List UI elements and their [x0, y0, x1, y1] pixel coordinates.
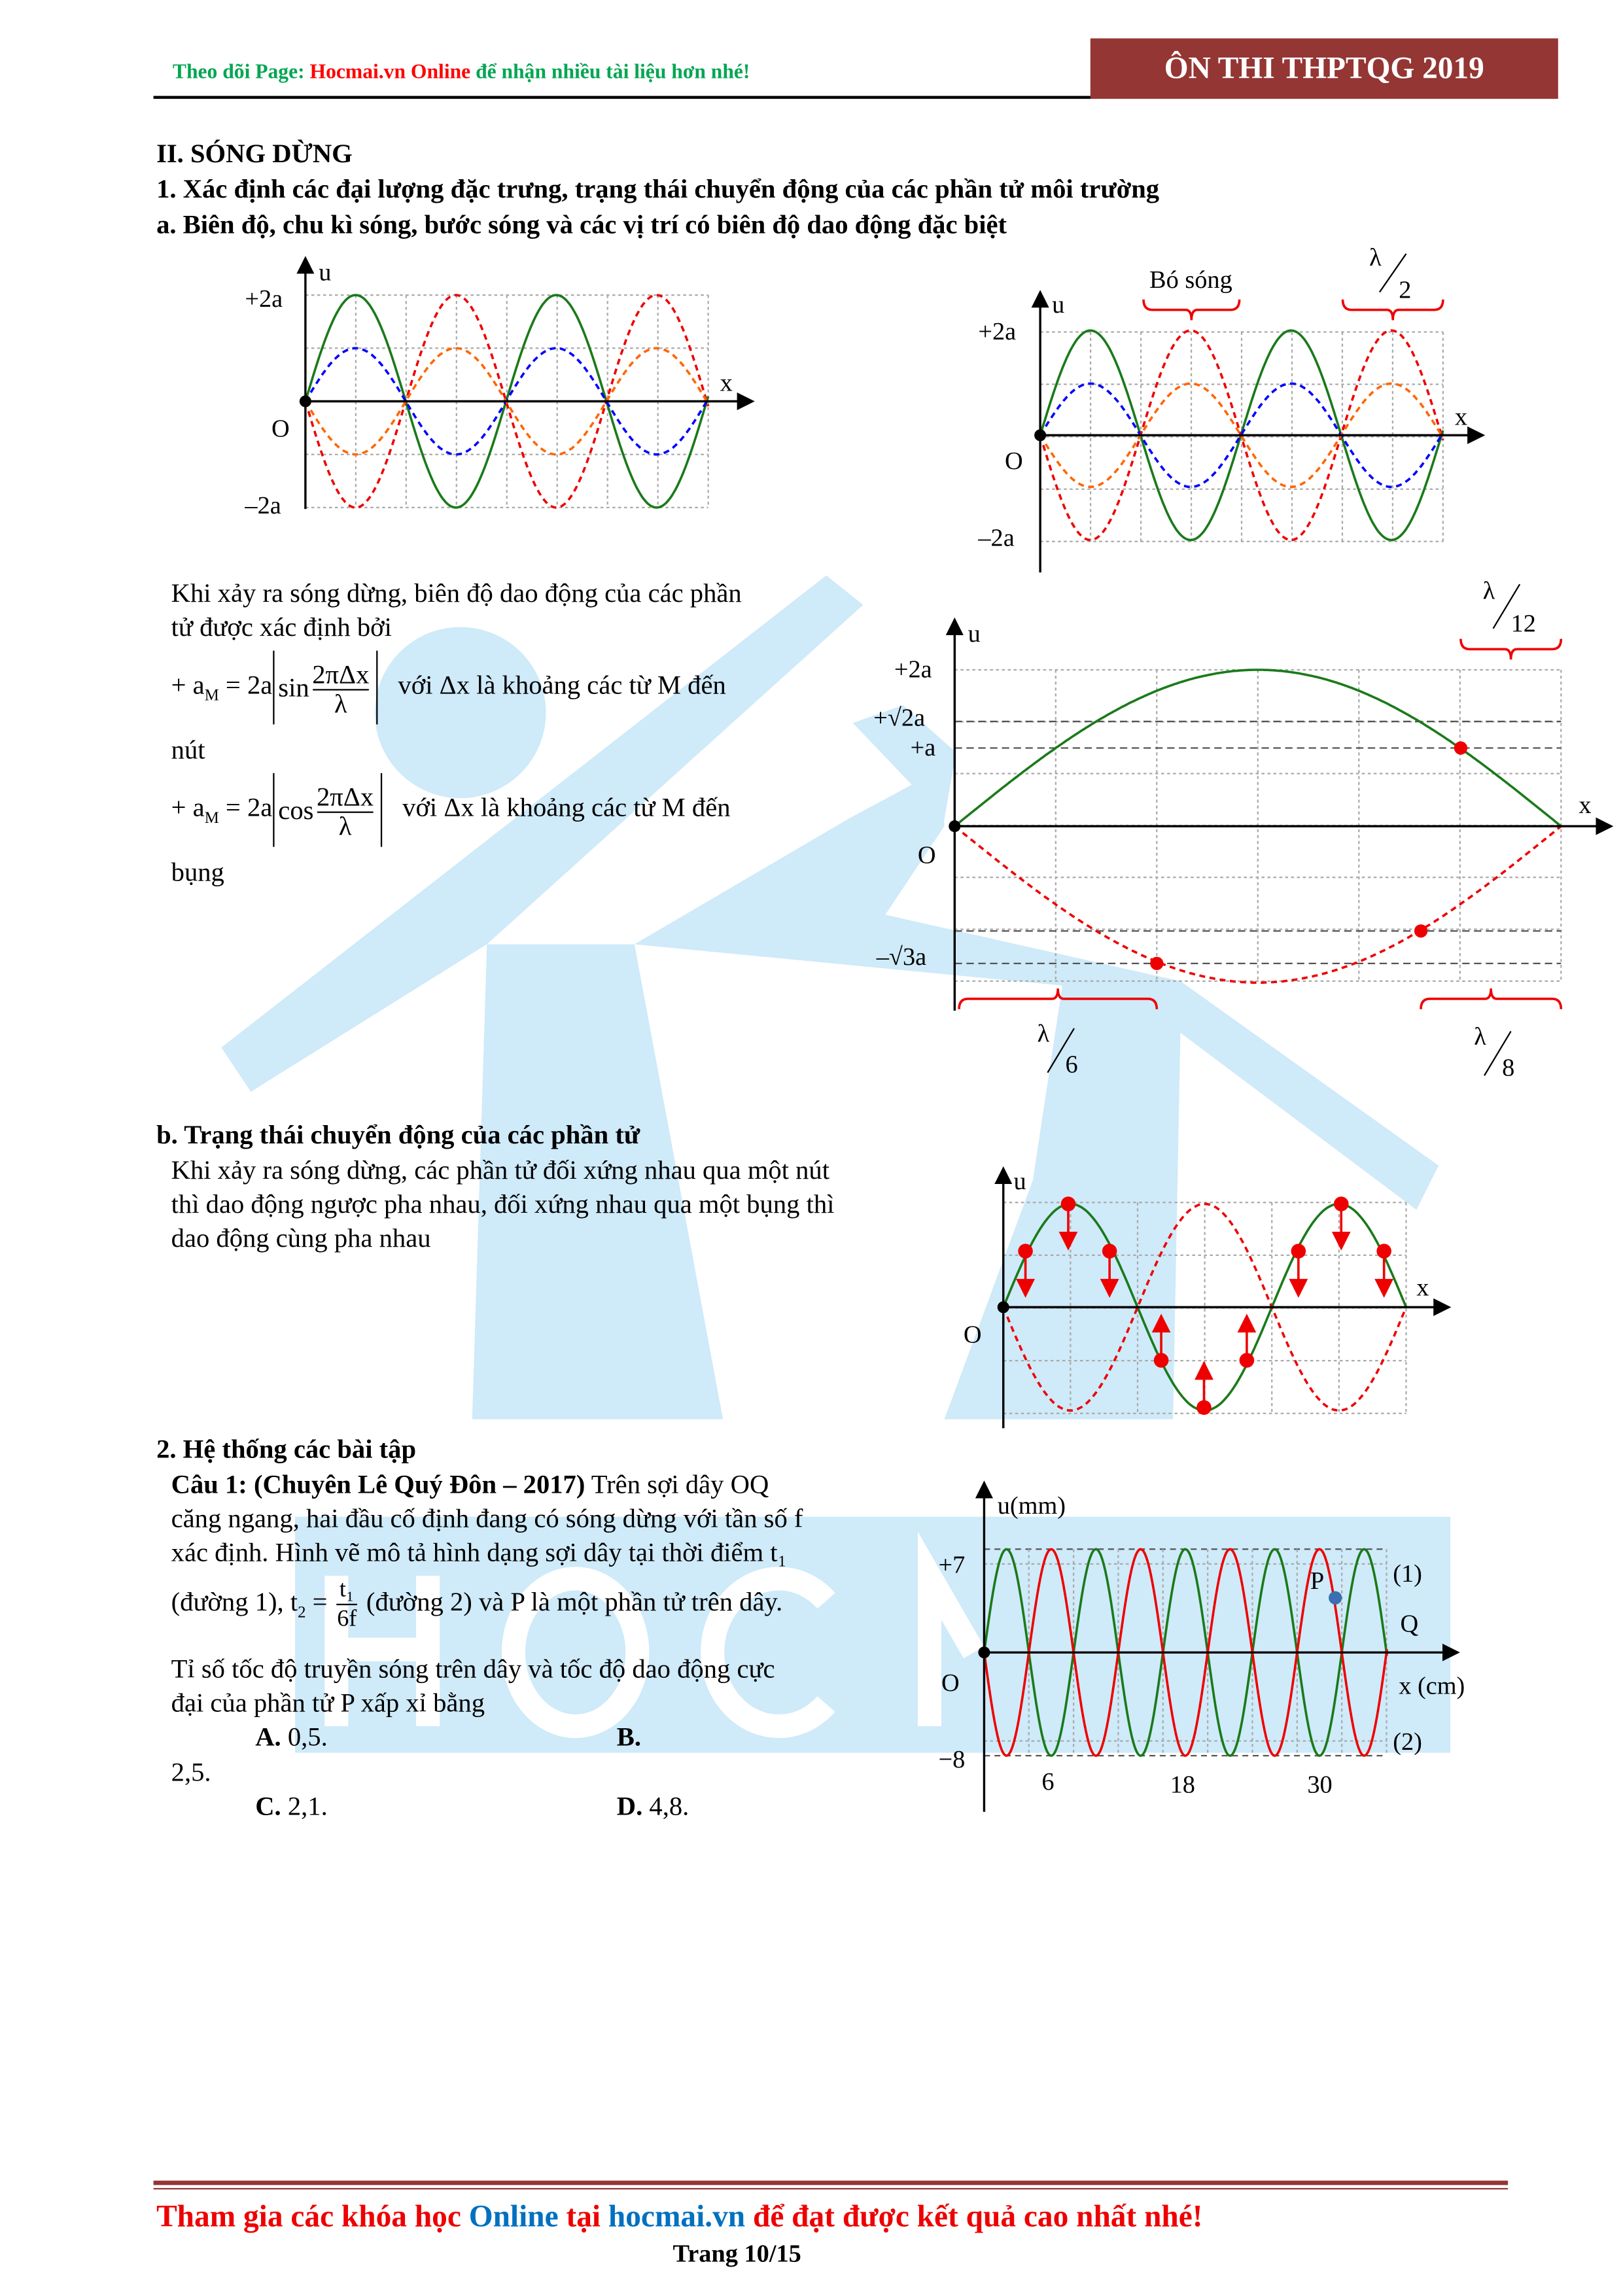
answer-b-value: 2,5.	[171, 1757, 211, 1787]
answer-a[interactable]: A. 0,5.	[255, 1722, 328, 1752]
bracket	[1143, 300, 1240, 321]
follow-brand-link[interactable]: Hocmai.vn Online	[309, 61, 471, 84]
figure-motion-phase	[998, 1168, 1449, 1428]
fig3-lambda12-label: λ	[1482, 577, 1495, 605]
amplitude-intro-1: Khi xảy ra sóng dừng, biên độ dao động của các phần	[171, 578, 742, 608]
fig4-origin-label: O	[963, 1321, 982, 1349]
fig5-curve2-label: (2)	[1393, 1728, 1422, 1756]
fig1-bottom-label: –2a	[245, 491, 281, 519]
fig5-q-label: Q	[1400, 1610, 1419, 1638]
fig3-6-label: 6	[1065, 1051, 1078, 1079]
page-number: Trang 10/15	[672, 2239, 801, 2268]
fig5-tick-30: 30	[1307, 1771, 1333, 1799]
origin-dot	[1034, 429, 1046, 441]
figure-standing-wave-1	[300, 258, 752, 509]
amplitude-point	[1414, 924, 1427, 937]
figure-amplitude-positions	[949, 584, 1611, 1075]
fig3-x-label: x	[1579, 791, 1592, 819]
motion-text-1: Khi xảy ra sóng dừng, các phần tử đối xứng nhau qua một nút	[171, 1155, 830, 1185]
fig1-x-label: x	[720, 369, 733, 397]
fig3-sqrt3a-label: –√3a	[876, 943, 927, 971]
fig5-p-label: P	[1310, 1567, 1325, 1595]
question-line-4: (đường 1), $t_2$ = $\frac{\text{t₁}}{6f}$ (đường 2) và P là một phần tử trên dây.	[171, 1576, 783, 1633]
fig5-minus8-label: −8	[938, 1746, 966, 1774]
bracket	[1343, 300, 1443, 321]
answer-c[interactable]: C. 2,1.	[255, 1791, 328, 1821]
follow-suffix: để nhận nhiều tài liệu hơn nhé!	[470, 61, 750, 84]
motion-title: b. Trạng thái chuyển động của các phần tử	[156, 1119, 640, 1150]
footer-promo: Tham gia các khóa học Online tại hocmai.vn để đạt được kết quả cao nhất nhé!	[156, 2198, 1203, 2234]
fig3-sqrt2a-label: +√2a	[873, 704, 926, 732]
footer-link[interactable]: hocmai.vn	[608, 2198, 746, 2234]
question-line-3: xác định. Hình vẽ mô tả hình dạng sợi dây tại thời điểm t₁	[171, 1537, 787, 1567]
section-title: II. SÓNG DỪNG	[156, 139, 353, 169]
formula-cos: + $a_M = 2a$ cos $\frac{\text{2πΔx}}{\lambda}$ với Δx là khoảng các từ M đến	[171, 773, 731, 847]
fig2-half-label: 2	[1399, 276, 1412, 304]
fig3-a-label: +a	[910, 733, 936, 761]
question-line-5: Tỉ số tốc độ truyền sóng trên dây và tốc độ dao động cực	[171, 1654, 775, 1684]
fig2-x-label: x	[1454, 403, 1468, 431]
fig5-origin-label: O	[941, 1669, 960, 1697]
fig2-lambda-label: λ	[1369, 243, 1382, 271]
fig3-8-label: 8	[1502, 1054, 1515, 1082]
fig3-u-label: u	[968, 620, 981, 648]
fig3-lambda6-label: λ	[1037, 1020, 1050, 1048]
fig5-tick-6: 6	[1041, 1767, 1055, 1796]
fig1-u-label: u	[319, 258, 332, 287]
fig1-top-label: +2a	[245, 285, 283, 313]
origin-dot	[998, 1301, 1009, 1313]
fig3-lambda8-label: λ	[1474, 1022, 1486, 1051]
figure-standing-wave-2	[1034, 254, 1483, 572]
header-badge: ÔN THI THPTQG 2019	[1091, 39, 1558, 99]
subsection-a-title: a. Biên độ, chu kì sóng, bước sóng và các vị trí có biên độ dao động đặc biệt	[156, 209, 1007, 239]
origin-dot	[978, 1646, 990, 1658]
bracket	[1461, 639, 1561, 660]
formula-sin: + $a_M = 2a$ sin $\frac{\text{2πΔx}}{\lambda}$ với Δx là khoảng các từ M đến	[171, 651, 726, 725]
fig1-origin-label: O	[271, 415, 290, 443]
point-p	[1329, 1592, 1342, 1605]
footer-rule-thin	[154, 2188, 1509, 2189]
fig5-plus7-label: +7	[938, 1551, 966, 1579]
amplitude-point	[1150, 957, 1163, 970]
question-line-1: Câu 1: (Chuyên Lê Quý Đôn – 2017) Trên sợi dây OQ	[171, 1469, 769, 1499]
fig3-2a-label: +2a	[894, 655, 932, 684]
fig2-u-label: u	[1052, 291, 1065, 319]
fig4-x-label: x	[1416, 1274, 1429, 1302]
fig5-u-label: u(mm)	[997, 1492, 1066, 1520]
follow-prefix: Theo dõi Page:	[172, 61, 310, 84]
motion-text-2: thì dao động ngược pha nhau, đối xứng nhau qua một bụng thì	[171, 1189, 835, 1219]
bracket	[959, 988, 1157, 1009]
fig5-x-label: x (cm)	[1399, 1672, 1465, 1700]
fig4-u-label: u	[1013, 1167, 1026, 1195]
fig3-origin-label: O	[917, 841, 936, 869]
fig5-curve1-label: (1)	[1393, 1559, 1422, 1588]
formula-cos-end: bụng	[171, 857, 224, 887]
exercises-title: 2. Hệ thống các bài tập	[156, 1434, 417, 1464]
question-line-2: căng ngang, hai đầu cố định đang có sóng dừng với tần số f	[171, 1503, 803, 1533]
fig5-tick-18: 18	[1170, 1771, 1195, 1799]
figure-exercise-wave	[978, 1483, 1457, 1812]
origin-dot	[949, 820, 960, 832]
fig2-bottom-label: –2a	[978, 524, 1015, 552]
answer-b[interactable]: B.	[616, 1722, 642, 1752]
fig2-bo-song-label: Bó sóng	[1149, 266, 1232, 294]
formula-sin-end: nút	[171, 735, 205, 765]
amplitude-point	[1454, 741, 1467, 754]
fig2-origin-label: O	[1004, 447, 1023, 476]
answer-d[interactable]: D. 4,8.	[616, 1791, 689, 1821]
footer-rule-thick	[154, 2181, 1509, 2185]
amplitude-intro-2: tử được xác định bởi	[171, 612, 392, 642]
fig2-top-label: +2a	[978, 317, 1017, 345]
motion-text-3: dao động cùng pha nhau	[171, 1223, 431, 1253]
origin-dot	[300, 395, 311, 407]
subsection-title: 1. Xác định các đại lượng đặc trưng, trạng thái chuyển động của các phần tử môi trường	[156, 174, 1160, 204]
fig3-12-label: 12	[1510, 610, 1536, 638]
bracket	[1421, 988, 1561, 1009]
question-line-6: đại của phần tử P xấp xỉ bằng	[171, 1688, 485, 1718]
